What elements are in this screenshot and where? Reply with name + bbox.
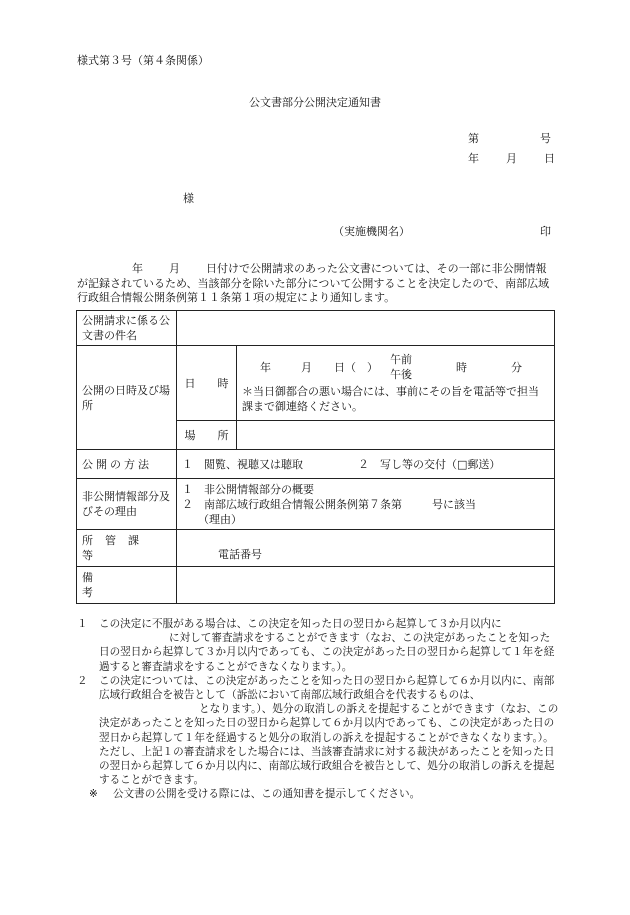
note-3 bbox=[77, 787, 559, 801]
note-2-text-a: この決定については、この決定があったことを知った日の翌日から起算して６か月以内に、南部広域行政組合を被告として（訴訟において南部広域行政組合を代表するものは、 bbox=[99, 674, 555, 702]
reason-label: 非公開情報部分及びその理由 bbox=[77, 479, 177, 530]
issuer-name: （実施機関名） bbox=[333, 225, 410, 238]
document-number-unit: 号 bbox=[540, 132, 551, 145]
method-value bbox=[177, 450, 555, 479]
note-1-number: １ bbox=[77, 618, 88, 630]
reason-value bbox=[177, 479, 555, 530]
intro-paragraph bbox=[77, 262, 553, 306]
issue-date bbox=[468, 152, 555, 165]
reason-line-2a: ２ 南部広域行政組合情報公開条例第７条第 bbox=[182, 497, 402, 511]
method-label: 公開の方法 bbox=[77, 450, 177, 479]
reason-line-1: １ 非公開情報部分の概要 bbox=[182, 482, 314, 496]
datetime-label: 日 時 bbox=[177, 346, 237, 421]
dt-day: 日（ ） bbox=[334, 360, 378, 374]
reason-line-3: （理由） bbox=[198, 512, 242, 526]
intro-month: 月 bbox=[169, 262, 180, 275]
datetime-place-label: 公開の日時及び場所 bbox=[77, 346, 177, 450]
issue-year: 年 bbox=[468, 152, 479, 165]
method-option-1: １ 閲覧、視聴又は聴取 bbox=[182, 457, 303, 471]
reason-line-2b: 号に該当 bbox=[432, 497, 476, 511]
dept-phone: 電話番号 bbox=[218, 547, 262, 561]
remarks-text: 備考 bbox=[82, 571, 155, 599]
note-1-text-a: この決定に不服がある場合は、この決定を知った日の翌日から起算して３か月以内に bbox=[99, 618, 502, 630]
method-option-2: ２ 写し等の交付（□郵送） bbox=[358, 457, 501, 471]
note-1-text-b: に対して審査請求をすることができます（なお、この決定があったことを知った日の翌日から起算して３か月以内であっても、この決定があった日の翌日から起算して１年を経過すると審査請求をすることができなくなります。）。 bbox=[99, 632, 555, 673]
datetime-value bbox=[237, 346, 555, 421]
issue-day: 日 bbox=[544, 152, 555, 165]
disclosure-table bbox=[76, 310, 555, 604]
recipient-suffix: 様 bbox=[183, 192, 194, 205]
place-value bbox=[237, 421, 555, 450]
notes bbox=[77, 617, 559, 802]
note-2 bbox=[77, 674, 559, 788]
intro-year: 年 bbox=[132, 262, 143, 275]
note-1 bbox=[77, 617, 559, 674]
dt-month: 月 bbox=[301, 360, 312, 374]
dt-year: 年 bbox=[260, 360, 271, 374]
place-label: 場 所 bbox=[177, 421, 237, 450]
seal-mark: 印 bbox=[540, 225, 551, 238]
datetime-note: ＊当日御都合の悪い場合には、事前にその旨を電話等で担当課まで御連絡ください。 bbox=[242, 385, 539, 413]
note-2-number: ２ bbox=[77, 674, 88, 687]
issue-month: 月 bbox=[506, 152, 517, 165]
dept-label: 所管課等 bbox=[77, 530, 177, 567]
dept-value bbox=[177, 530, 555, 567]
dt-am: 午前 bbox=[390, 353, 412, 366]
dt-pm: 午後 bbox=[390, 368, 412, 381]
note-3-text: 公文書の公開を受ける際には、この通知書を提示してください。 bbox=[113, 788, 421, 801]
form-id: 様式第３号（第４条関係） bbox=[77, 54, 209, 67]
document-number-label: 第 bbox=[468, 132, 479, 145]
document-title: 公文書部分公開決定通知書 bbox=[249, 96, 381, 109]
remarks-value bbox=[177, 567, 555, 604]
intro-text: 日付けで公開請求のあった公文書については、その一部に非公開情報が記録されているため、当該部分を除いた部分について公開することを決定したので、南部広域行政組合情報公開条例第１１条第１項の規定により通知します。 bbox=[77, 262, 550, 304]
note-3-mark: ※ bbox=[89, 788, 98, 801]
document-name-label: 公開請求に係る公文書の件名 bbox=[77, 311, 177, 346]
dt-hour: 時 bbox=[456, 360, 467, 374]
note-2-text-b: となります。）、処分の取消しの訴えを提起することができます（なお、この決定があったことを知った日の翌日から起算して６か月以内であっても、この決定があった日の翌日から起算して１年を経過すると処分の取消しの訴えを提起することができなくなります。）。ただし、上記１の審査請求をした場合には、当該審査請求に対する裁決があったことを知った日の翌日から起算して６か月以内に、南部広域行政組合を被告として、処分の取消しの訴えを提起することができます。 bbox=[99, 703, 559, 787]
dt-minute: 分 bbox=[511, 360, 522, 374]
document-name-value bbox=[177, 311, 555, 346]
remarks-label bbox=[77, 567, 177, 604]
